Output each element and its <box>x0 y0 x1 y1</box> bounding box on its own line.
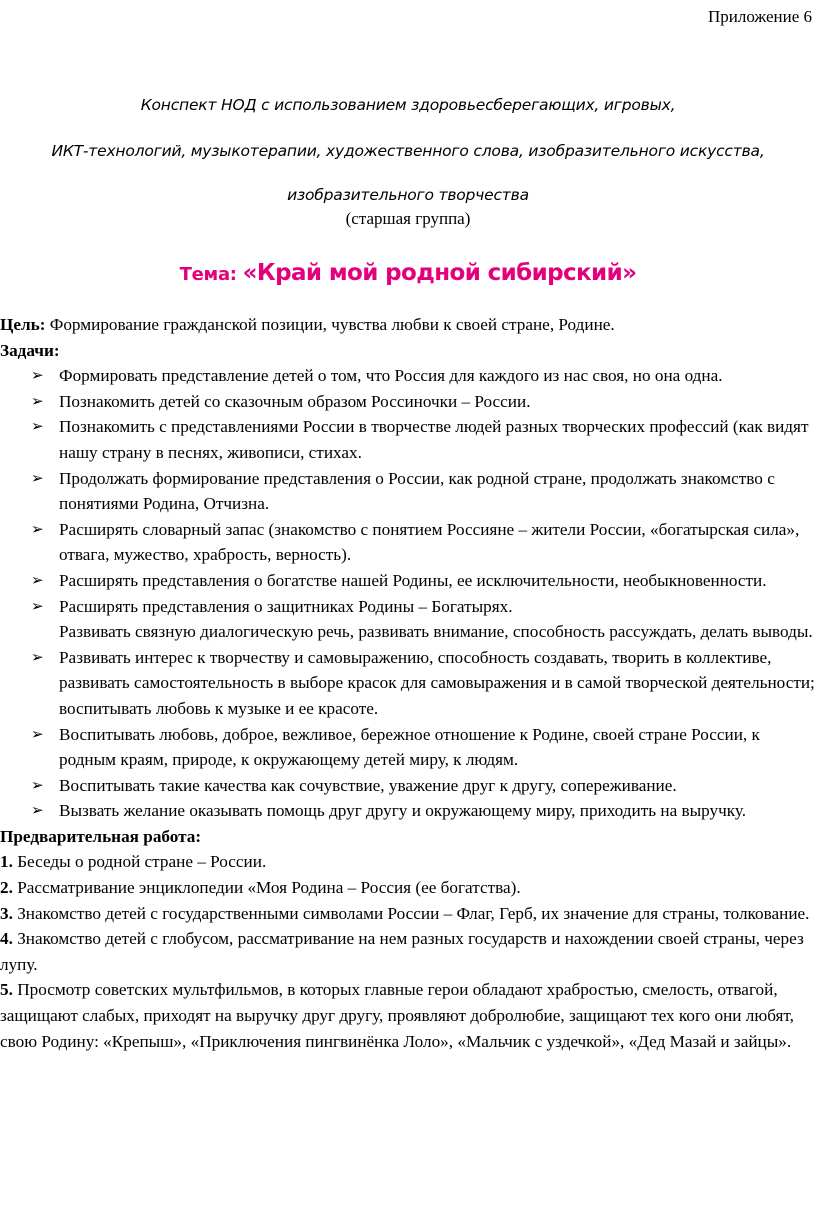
arrowhead-bullet-icon: ➢ <box>31 417 44 436</box>
arrowhead-bullet-icon: ➢ <box>31 647 44 666</box>
goal-text: Формирование гражданской позиции, чувства любви к своей стране, Родине. <box>45 315 615 334</box>
goal-label: Цель: <box>0 315 46 334</box>
task-text: Развивать интерес к творчеству и самовыражению, способность создавать, творить в коллективе, развивать самостоятельность в выборе красок для самовыражения и в самой творческой деятельности; воспитывать любовь к музыке и ее красоте. <box>59 647 815 718</box>
arrowhead-bullet-icon: ➢ <box>31 801 44 820</box>
preliminary-item <box>0 849 816 875</box>
task-item <box>0 798 816 824</box>
title-line-3: изобразительного творчества <box>287 186 529 204</box>
preliminary-item-number: 4. <box>0 929 13 949</box>
task-text: Расширять представления о богатстве нашей Родины, ее исключительности, необыкновенности. <box>59 570 767 590</box>
task-text: Продолжать формирование представления о России, как родной стране, продолжать знакомство с понятиями Родина, Отчизна. <box>59 468 775 514</box>
task-item <box>0 722 816 773</box>
arrowhead-bullet-icon: ➢ <box>31 519 44 538</box>
preliminary-item-text: Рассматривание энциклопедии «Моя Родина – Россия (ее богатства). <box>12 878 521 898</box>
preliminary-item <box>0 926 816 977</box>
preliminary-item-number: 1. <box>0 852 13 872</box>
preliminary-item-text: Знакомство детей с глобусом, рассматривание на нем разных государств и нахождении своей страны, через лупу. <box>0 929 804 974</box>
task-item <box>0 645 816 722</box>
task-item <box>0 414 816 465</box>
arrowhead-bullet-icon: ➢ <box>31 775 44 794</box>
appendix-label: Приложение 6 <box>708 7 812 26</box>
task-item <box>0 363 816 389</box>
group-subtitle: (старшая группа) <box>345 209 471 228</box>
document-body <box>0 312 816 1054</box>
preliminary-item-text: Просмотр советских мультфильмов, в которых главные герои обладают храбростью, смелость, отвагой, защищают слабых, приходят на выручку друг другу, проявляют добролюбие, защищают тех кого они любят, свою Родину: «Крепыш», «Приключения пингвинёнка Лоло», «Мальчик с уздечкой», «Дед Мазай и зайцы». <box>0 980 794 1051</box>
preliminary-item <box>0 977 816 1054</box>
theme-text: «Край мой родной сибирский» <box>242 260 637 286</box>
task-item <box>0 594 816 645</box>
tasks-list <box>0 363 816 824</box>
task-text: Вызвать желание оказывать помощь друг другу и окружающему миру, приходить на выручку. <box>59 801 747 821</box>
theme-heading <box>0 260 816 286</box>
arrowhead-bullet-icon: ➢ <box>31 468 44 487</box>
preliminary-item-number: 3. <box>0 903 13 923</box>
arrowhead-bullet-icon: ➢ <box>31 366 44 385</box>
task-text: Познакомить детей со сказочным образом Россиночки – России. <box>59 391 531 411</box>
preliminary-item-text: Беседы о родной стране – России. <box>12 852 267 872</box>
arrowhead-bullet-icon: ➢ <box>31 570 44 589</box>
task-text: Расширять словарный запас (знакомство с понятием Россияне – жители России, «богатырская сила», отвага, мужество, храбрость, верность). <box>59 519 800 565</box>
task-text: Воспитывать такие качества как сочувствие, уважение друг к другу, сопереживание. <box>59 775 677 795</box>
task-extra-text: Развивать связную диалогическую речь, развивать внимание, способность рассуждать, делать выводы. <box>59 622 813 642</box>
preliminary-label: Предварительная работа: <box>0 826 202 846</box>
tasks-heading <box>0 338 816 364</box>
theme-label: Тема: <box>179 264 243 285</box>
preliminary-item <box>0 901 816 927</box>
task-text: Расширять представления о защитниках Родины – Богатырях. <box>59 596 513 616</box>
task-text: Познакомить с представлениями России в творчестве людей разных творческих профессий (как видят нашу страну в песнях, живописи, стихах. <box>59 417 809 462</box>
task-text: Воспитывать любовь, доброе, вежливое, бережное отношение к Родине, своей стране России, к родным краям, природе, к окружающему детей миру, к людям. <box>59 724 760 770</box>
preliminary-item-text: Знакомство детей с государственными символами России – Флаг, Герб, их значение для страны, толкование. <box>12 903 810 923</box>
task-text: Формировать представление детей о том, что Россия для каждого из нас своя, но она одна. <box>59 366 723 386</box>
task-item <box>0 773 816 799</box>
preliminary-item <box>0 875 816 901</box>
title-line-1: Конспект НОД с использованием здоровьесберегающих, игровых, <box>140 96 676 114</box>
goal-paragraph <box>0 312 816 338</box>
tasks-label: Задачи: <box>0 340 60 360</box>
task-item <box>0 568 816 594</box>
task-item <box>0 517 816 568</box>
preliminary-item-number: 5. <box>0 980 13 1000</box>
preliminary-heading <box>0 824 816 850</box>
task-item <box>0 389 816 415</box>
arrowhead-bullet-icon: ➢ <box>31 391 44 410</box>
preliminary-item-number: 2. <box>0 878 13 898</box>
preliminary-list <box>0 849 816 1054</box>
arrowhead-bullet-icon: ➢ <box>31 596 44 615</box>
arrowhead-bullet-icon: ➢ <box>31 724 44 743</box>
task-item <box>0 466 816 517</box>
title-line-2: ИКТ-технологий, музыкотерапии, художественного слова, изобразительного искусства, <box>51 142 765 160</box>
